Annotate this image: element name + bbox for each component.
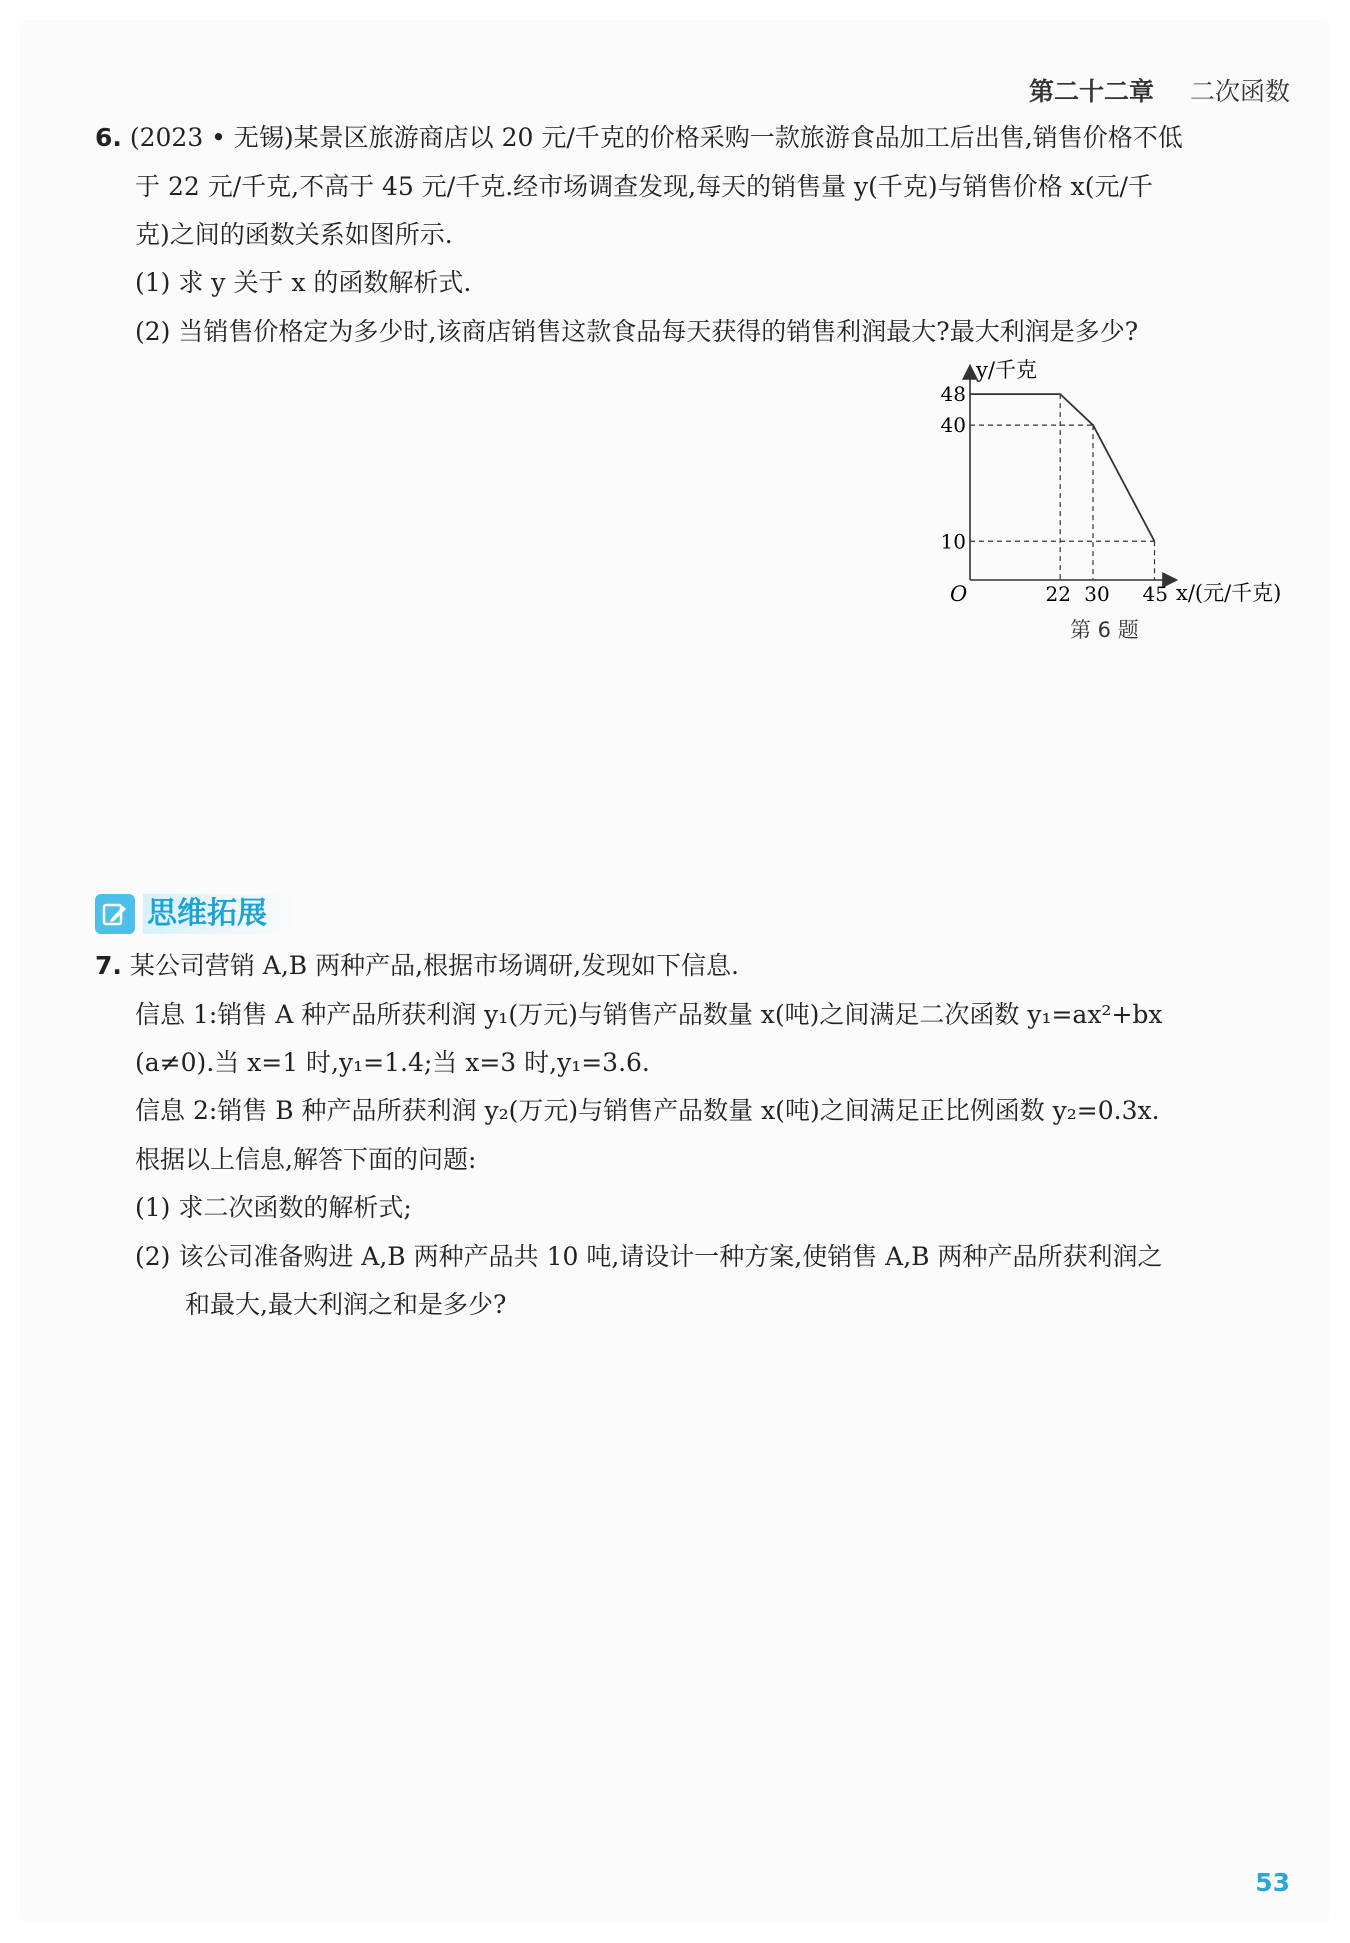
x-tick-label: 30 <box>1084 582 1110 606</box>
q7-text-1: 某公司营销 A,B 两种产品,根据市场调研,发现如下信息. <box>129 951 739 980</box>
y-tick-label: 40 <box>940 413 966 438</box>
origin-label: O <box>950 582 968 606</box>
y-tick-label: 48 <box>940 382 966 407</box>
q7-part-2a: (2) 该公司准备购进 A,B 两种产品共 10 吨,请设计一种方案,使销售 A,B 两种产品所获利润之 <box>135 1242 1163 1271</box>
q6-graph <box>930 355 1300 615</box>
q7-info-2: 信息 2:销售 B 种产品所获利润 y₂(万元)与销售产品数量 x(吨)之间满足正比例函数 y₂=0.3x. <box>135 1096 1160 1125</box>
q7-prompt: 根据以上信息,解答下面的问题: <box>135 1145 477 1174</box>
y-axis-label: y/千克 <box>976 358 1037 382</box>
page-number: 53 <box>1255 1868 1290 1897</box>
q6-part-1: (1) 求 y 关于 x 的函数解析式. <box>135 268 472 297</box>
q7-number: 7. <box>95 951 122 980</box>
q6-figure-caption: 第 6 题 <box>1070 618 1139 642</box>
x-tick-label: 22 <box>1045 582 1071 606</box>
section-title: 思维拓展 <box>143 894 297 934</box>
q6-line-1 <box>95 123 1183 153</box>
q6-line-2: 于 22 元/千克,不高于 45 元/千克.经市场调查发现,每天的销售量 y(千克)与销售价格 x(元/千 <box>135 172 1153 201</box>
x-axis-label: x/(元/千克) <box>1176 581 1282 605</box>
q7-part-2b: 和最大,最大利润之和是多少? <box>185 1290 507 1319</box>
series-line <box>970 394 1155 541</box>
chapter-topic: 二次函数 <box>1189 77 1290 106</box>
page-header <box>1029 72 1290 108</box>
q6-line-3: 克)之间的函数关系如图所示. <box>135 220 453 249</box>
q6-part-2: (2) 当销售价格定为多少时,该商店销售这款食品每天获得的销售利润最大?最大利润是多少? <box>135 317 1139 346</box>
y-tick-label: 10 <box>940 529 966 554</box>
x-tick-label: 45 <box>1142 582 1168 606</box>
q7-info-1a: 信息 1:销售 A 种产品所获利润 y₁(万元)与销售产品数量 x(吨)之间满足二次函数 y₁=ax²+bx <box>135 1000 1163 1029</box>
q6-number: 6. <box>95 123 122 152</box>
section-header <box>95 893 297 935</box>
q7-line-1 <box>95 951 739 981</box>
pencil-icon <box>95 894 135 934</box>
chapter-title: 第二十二章 <box>1029 77 1155 106</box>
q6-text-1: (2023 • 无锡)某景区旅游商店以 20 元/千克的价格采购一款旅游食品加工后出售,销售价格不低 <box>129 123 1183 152</box>
q7-part-1: (1) 求二次函数的解析式; <box>135 1193 412 1222</box>
q7-info-1b: (a≠0).当 x=1 时,y₁=1.4;当 x=3 时,y₁=3.6. <box>135 1048 650 1077</box>
